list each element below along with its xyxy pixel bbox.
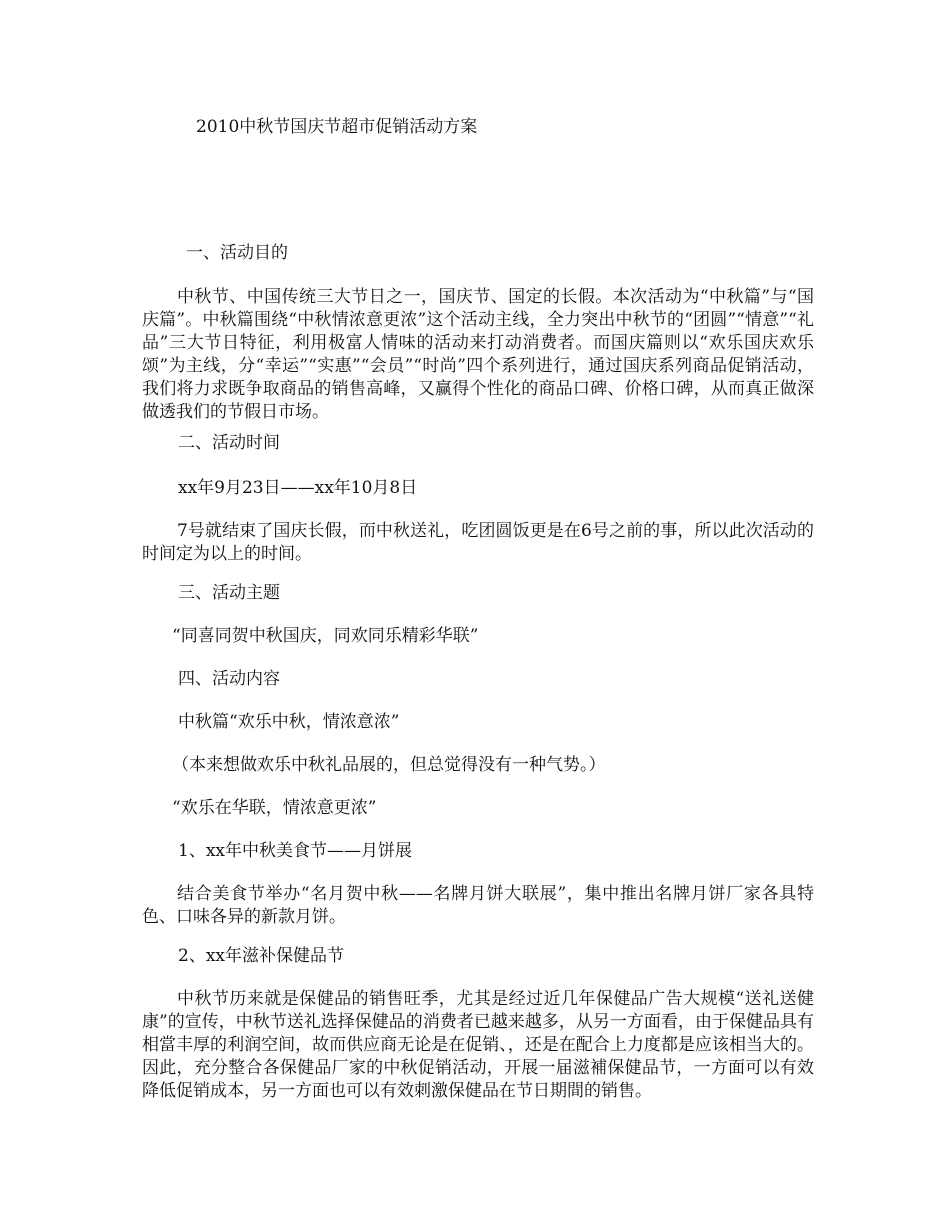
paragraph-mooncake: 结合美食节举办“名月贺中秋——名牌月饼大联展”，集中推出名牌月饼厂家各具特色、口味各异的新款月饼。: [142, 884, 814, 927]
mid-autumn-section-title: 中秋篇“欢乐中秋，情浓意浓”: [178, 712, 400, 732]
activity-date-range: xx年9月23日——xx年10月8日: [178, 478, 418, 498]
item-health-products-festival: 2、xx年滋补保健品节: [178, 946, 344, 966]
document-title: 2010中秋节国庆节超市促销活动方案: [196, 117, 478, 137]
section-heading-time: 二、活动时间: [178, 433, 280, 453]
note-text: （本来想做欢乐中秋礼品展的，但总觉得没有一种气势。）: [172, 755, 606, 775]
paragraph-time-explanation: 7号就结束了国庆长假，而中秋送礼，吃团圆饭更是在6号之前的事，所以此次活动的时间定为以上的时间。: [142, 521, 814, 564]
item-mooncake-festival: 1、xx年中秋美食节——月饼展: [178, 841, 412, 861]
paragraph-health-products: 中秋节历来就是保健品的销售旺季，尤其是经过近几年保健品广告大规模“送礼送健康”的宣传，中秋节送礼选择保健品的消费者已越来越多，从另一方面看，由于保健品具有相當丰厚的利润空间，故而供应商无论是在促销、，还是在配合上力度都是应该相当大的。因此，充分整合各保健品厂家的中秋促销活动，开展一届滋補保健品节，一方面可以有效降低促销成本，另一方面也可以有效刺激保健品在节日期間的销售。: [142, 989, 814, 1101]
section-heading-purpose: 一、活动目的: [186, 243, 288, 263]
section-heading-theme: 三、活动主题: [178, 583, 280, 603]
paragraph-purpose: 中秋节、中国传统三大节日之一，国庆节、国定的长假。本次活动为“中秋篇”与“国庆篇”。中秋篇围绕“中秋情浓意更浓”这个活动主线，全力突出中秋节的“团圆”“情意”“礼品”三大节日特征，利用极富人情味的活动来打动消费者。而国庆篇则以“欢乐国庆欢乐颂”为主线，分“幸运”“实惠”“会员”“时尚”四个系列进行，通过国庆系列商品促销活动，我们将力求既争取商品的销售高峰，又赢得个性化的商品口碑、价格口碑，从而真正做深做透我们的节假日市场。: [142, 287, 814, 422]
section-heading-content: 四、活动内容: [178, 669, 280, 689]
activity-theme: “同喜同贺中秋国庆，同欢同乐精彩华联”: [172, 626, 479, 646]
slogan-text: “欢乐在华联，情浓意更浓”: [172, 798, 377, 818]
